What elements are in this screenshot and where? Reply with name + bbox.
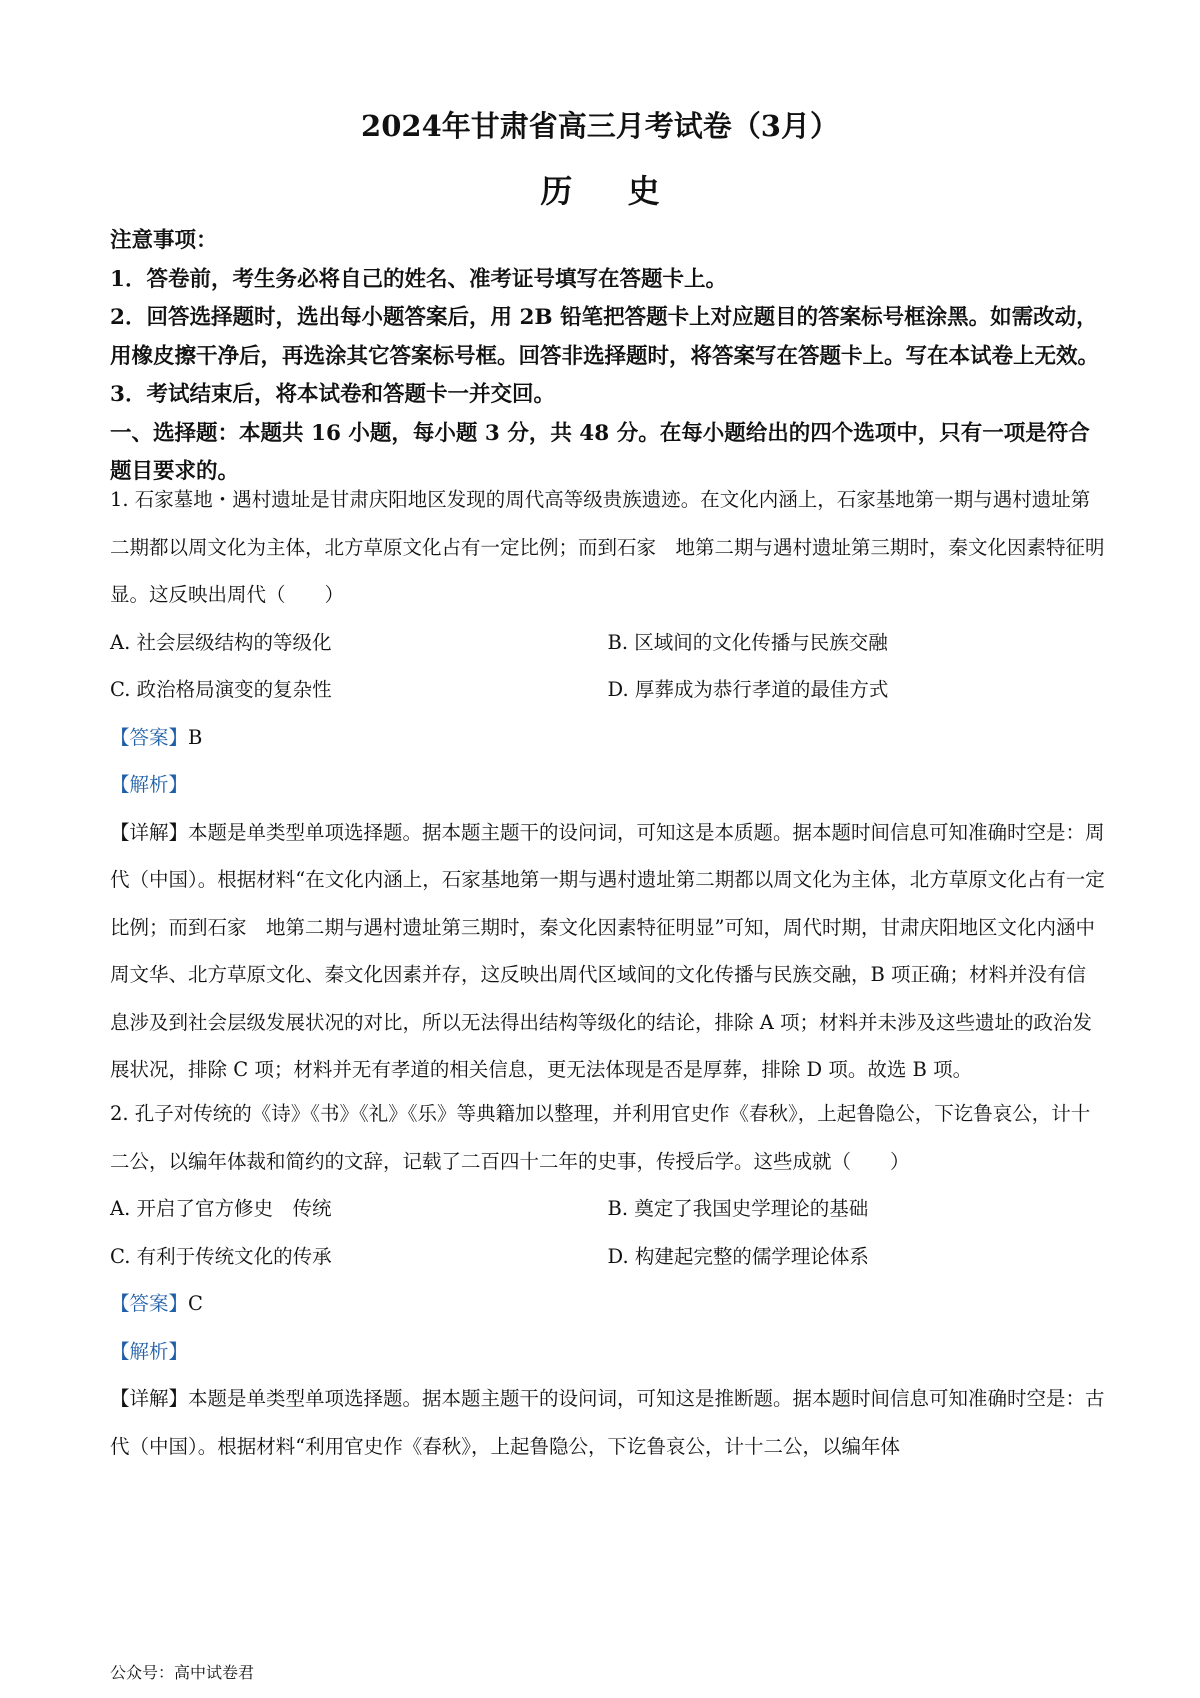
detail-tag: 【详解】	[110, 820, 189, 844]
option-a: A. 开启了官方修史 传统	[110, 1197, 332, 1220]
analysis-tag: 【解析】	[110, 773, 189, 796]
options-row	[110, 619, 1105, 667]
options-row	[110, 1233, 1105, 1281]
answer-tag: 【答案】	[110, 1292, 189, 1315]
answer-line	[110, 714, 1105, 762]
options-row	[110, 666, 1105, 714]
option-d: D. 厚葬成为恭行孝道的最佳方式	[607, 678, 889, 701]
subject-title: 历 史	[540, 172, 682, 210]
option-c: C. 有利于传统文化的传承	[110, 1244, 332, 1268]
detail-tag: 【详解】	[110, 1387, 189, 1410]
section-heading: 一、选择题：本题共 16 小题，每小题 3 分，共 48 分。在每小题给出的四个选项中，只有一项是符合题目要求的。	[110, 420, 1090, 484]
notice-item: 1．答卷前，考生务必将自己的姓名、准考证号填写在答题卡上。	[110, 266, 727, 292]
options-row	[110, 1185, 1105, 1233]
option-a: A. 社会层级结构的等级化	[110, 630, 332, 654]
exam-title: 2024年甘肃省高三月考试卷（3月）	[361, 109, 839, 143]
answer-value: B	[188, 725, 203, 749]
answer-tag: 【答案】	[110, 725, 189, 749]
analysis-tag: 【解析】	[110, 1339, 189, 1363]
answer-value: C	[188, 1292, 203, 1315]
detail-text	[110, 1375, 1105, 1470]
option-c: C. 政治格局演变的复杂性	[110, 678, 332, 701]
question-stem: 2. 孔子对传统的《诗》《书》《礼》《乐》等典籍加以整理，并利用官史作《春秋》，上起鲁隐公，下讫鲁哀公，计十二公，以编年体裁和简约的文辞，记载了二百四十二年的史事，传授后学。这些成就（ ）	[110, 1102, 1091, 1173]
question-2	[110, 1090, 1105, 1470]
detail-body: 本题是单类型单项选择题。据本题主题干的设问词，可知这是本质题。据本题时间信息可知准确时空是：周代（中国）。根据材料“在文化内涵上，石家基地第一期与遇村遗址第二期都以周文化为主体，北方草原文化占有一定比例；而到石家 地第二期与遇村遗址第三期时，秦文化因素特征明显”可知，周代时期，甘肃庆阳地区文化内涵中周文华、北方草原文化、秦文化因素并存，这反映出周代区域间的文化传播与民族交融，B 项正确；材料并没有信息涉及到社会层级发展状况的对比，所以无法得出结构等级化的结论，排除 A 项；材料并未涉及这些遗址的政治发展状况，排除 C 项；材料并无有孝道的相关信息，更无法体现是否是厚葬，排除 D 项。故选 B 项。	[110, 820, 1105, 1081]
footer-note: 公众号：高中试卷君	[110, 1663, 255, 1682]
answer-line	[110, 1280, 1105, 1328]
detail-text	[110, 809, 1105, 1094]
notice-heading: 注意事项：	[110, 228, 218, 253]
notice-item: 3．考试结束后，将本试卷和答题卡一并交回。	[110, 382, 555, 407]
option-d: D. 构建起完整的儒学理论体系	[607, 1244, 869, 1268]
notice-item: 2．回答选择题时，选出每小题答案后，用 2B 铅笔把答题卡上对应题目的答案标号框涂黑。如需改动，用橡皮擦干净后，再选涂其它答案标号框。回答非选择题时，将答案写在答题卡上。写在本试卷上无效。	[110, 305, 1100, 369]
question-stem: 1. 石家墓地・遇村遗址是甘肃庆阳地区发现的周代高等级贵族遗迹。在文化内涵上，石家基地第一期与遇村遗址第二期都以周文化为主体，北方草原文化占有一定比例；而到石家 地第二期与遇村遗址第三期时，秦文化因素特征明显。这反映出周代（ ）	[110, 488, 1105, 606]
notice-section	[110, 222, 1105, 492]
option-b: B. 奠定了我国史学理论的基础	[607, 1197, 869, 1220]
question-1	[110, 476, 1105, 1094]
detail-body: 本题是单类型单项选择题。据本题主题干的设问词，可知这是推断题。据本题时间信息可知准确时空是：古代（中国）。根据材料“利用官史作《春秋》，上起鲁隐公，下讫鲁哀公，计十二公，以编年体	[110, 1387, 1105, 1458]
option-b: B. 区域间的文化传播与民族交融	[607, 630, 888, 654]
